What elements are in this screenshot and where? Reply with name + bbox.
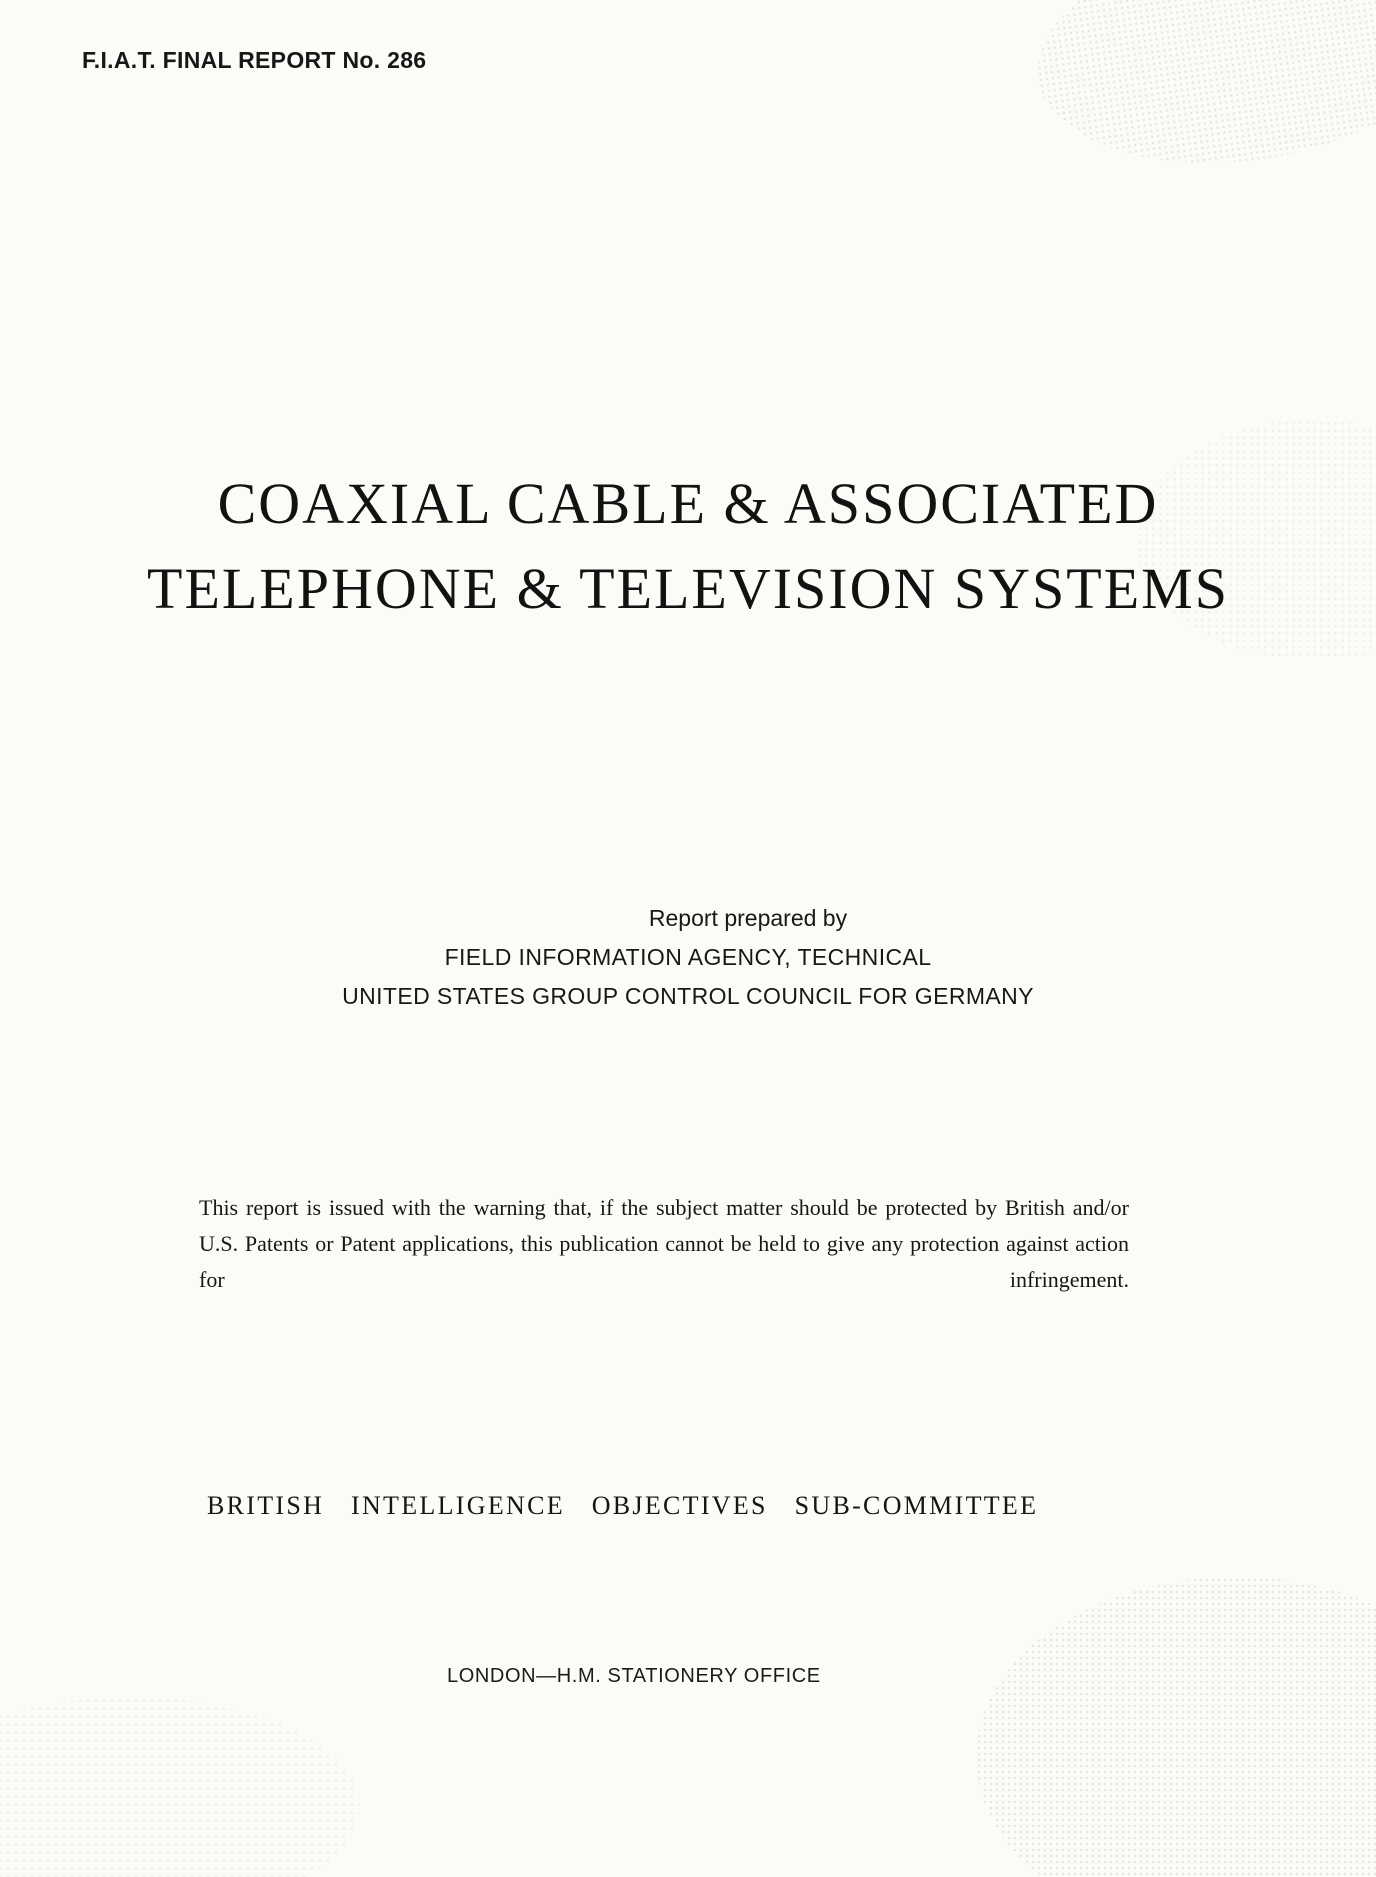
title-line-2: TELEPHONE & TELEVISION SYSTEMS xyxy=(147,556,1229,621)
paper-noise-bottom-right xyxy=(976,1577,1376,1877)
prepared-by-label: Report prepared by xyxy=(648,905,848,931)
council-name: UNITED STATES GROUP CONTROL COUNCIL FOR GERMANY xyxy=(342,983,1034,1009)
agency-name: FIELD INFORMATION AGENCY, TECHNICAL xyxy=(444,944,932,970)
paper-noise-middle-right xyxy=(1136,420,1376,660)
title-line-1: COAXIAL CABLE & ASSOCIATED xyxy=(217,471,1159,536)
prepared-by-block xyxy=(0,905,1376,1010)
paper-noise-bottom-left xyxy=(0,1697,360,1877)
committee-name: BRITISH INTELLIGENCE OBJECTIVES SUB-COMMITTEE xyxy=(207,1491,1039,1520)
paper-noise-top-right xyxy=(1023,0,1376,188)
patent-warning: This report is issued with the warning that, if the subject matter should be protected by British and/or U.S. Patents or Patent applications, this publication cannot be held to give any protection against action for infringement. xyxy=(199,1195,1129,1292)
report-number: F.I.A.T. FINAL REPORT No. 286 xyxy=(82,47,427,73)
publisher-line: LONDON—H.M. STATIONERY OFFICE xyxy=(447,1665,821,1687)
